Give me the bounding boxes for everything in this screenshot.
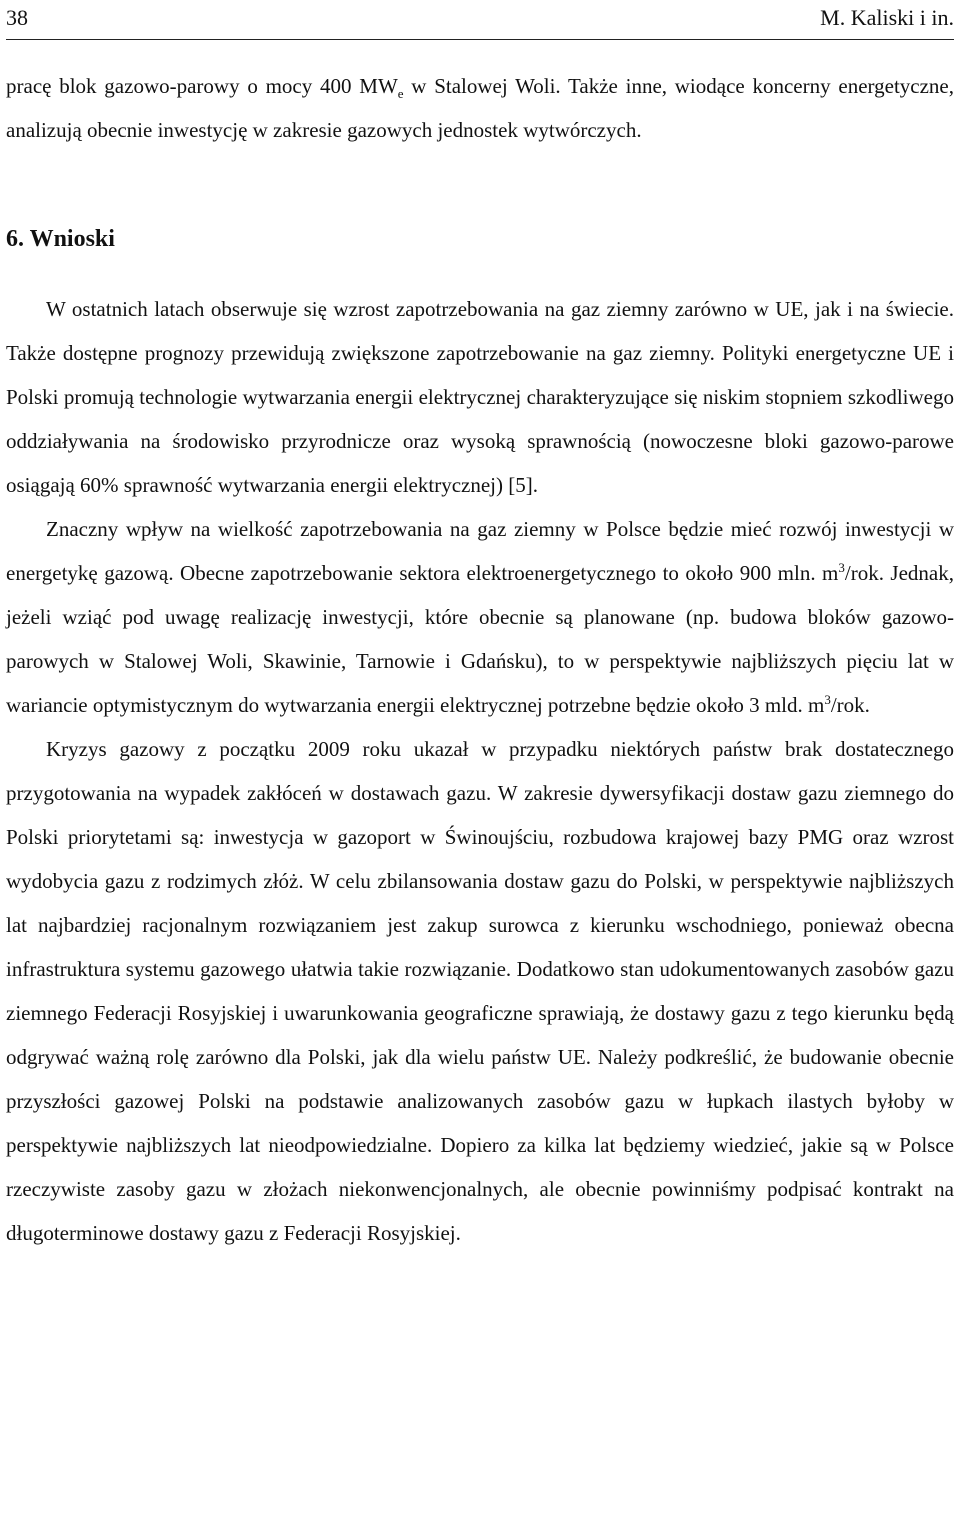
page-number: 38 bbox=[6, 5, 28, 30]
paragraph-2-text-b: /rok. Jednak, jeżeli wziąć pod uwagę realizację inwestycji, które obecnie są planowane (np. budowa bloków gazowo-parowych w Stalowej Woli, Skawinie, Tarnowie i Gdańsku), to w perspektywie najbliższych pięciu lat w wariancie optymistycznym do wytwarzania energii elektrycznej potrzebne będzie około 3 mld. m bbox=[6, 561, 954, 717]
paragraph-3: Kryzys gazowy z początku 2009 roku ukazał w przypadku niektórych państw brak dostatecznego przygotowania na wypadek zakłóceń w dostawach gazu. W zakresie dywersyfikacji dostaw gazu ziemnego do Polski priorytetami są: inwestycja w gazoport w Świnoujściu, rozbudowa krajowej bazy PMG oraz wzrost wydobycia gazu z rodzimych złóż. W celu zbilansowania dostaw gazu do Polski, w perspektywie najbliższych lat najbardziej racjonalnym rozwiązaniem jest zakup surowca z kierunku wschodniego, ponieważ obecna infrastruktura systemu gazowego ułatwia takie rozwiązanie. Dodatkowo stan udokumentowanych zasobów gazu ziemnego Federacji Rosyjskiej i uwarunkowania geograficzne sprawiają, że dostawy gazu z tego kierunku będą odgrywać ważną rolę zarówno dla Polski, jak dla wielu państw UE. Należy podkreślić, że budowanie obecnie przyszłości gazowej Polski na podstawie analizowanych zasobów gazu w łupkach ilastych byłoby w perspektywie najbliższych lat nieodpowiedzialne. Dopiero za kilka lat będziemy wiedzieć, jakie są w Polsce rzeczywiste zasoby gazu w złożach niekonwencjonalnych, ale obecnie powinniśmy podpisać kontrakt na długoterminowe dostawy gazu z Federacji Rosyjskiej. bbox=[6, 737, 954, 1245]
superscript-3-second: 3 bbox=[824, 692, 831, 707]
paragraph-intro-text-b: w Stalowej Woli. Także inne, wiodące koncerny energetyczne, analizują obecnie inwestycję w zakresie gazowych jednostek wytwórczych. bbox=[6, 74, 955, 142]
section-heading: 6. Wnioski bbox=[6, 226, 115, 252]
paragraph-2-text-a: Znaczny wpływ na wielkość zapotrzebowania na gaz ziemny w Polsce będzie mieć rozwój inwestycji w energetykę gazową. Obecne zapotrzebowanie sektora elektroenergetycznego to około 900 mln. m bbox=[6, 517, 954, 585]
running-head: M. Kaliski i in. bbox=[820, 5, 954, 30]
paragraph-1: W ostatnich latach obserwuje się wzrost zapotrzebowania na gaz ziemny zarówno w UE, jak i na świecie. Także dostępne prognozy przewidują zwiększone zapotrzebowanie na gaz ziemny. Polityki energetyczne UE i Polski promują technologie wytwarzania energii elektrycznej charakteryzujące się niskim stopniem szkodliwego oddziaływania na środowisko przyrodnicze oraz wysoką sprawnością (nowoczesne bloki gazowo-parowe osiągają 60% sprawność wytwarzania energii elektrycznej) [5]. bbox=[6, 297, 954, 497]
paragraph-2-text-c: /rok. bbox=[830, 693, 870, 717]
header-divider bbox=[6, 39, 954, 40]
superscript-3-first: 3 bbox=[838, 560, 845, 575]
paragraph-intro-text-a: pracę blok gazowo-parowy o mocy 400 MW bbox=[6, 74, 398, 98]
page-header bbox=[6, 0, 954, 38]
subscript-e: e bbox=[397, 86, 404, 102]
paragraph-2 bbox=[6, 507, 954, 727]
document-body bbox=[6, 64, 954, 1255]
paragraph-intro bbox=[6, 64, 954, 152]
